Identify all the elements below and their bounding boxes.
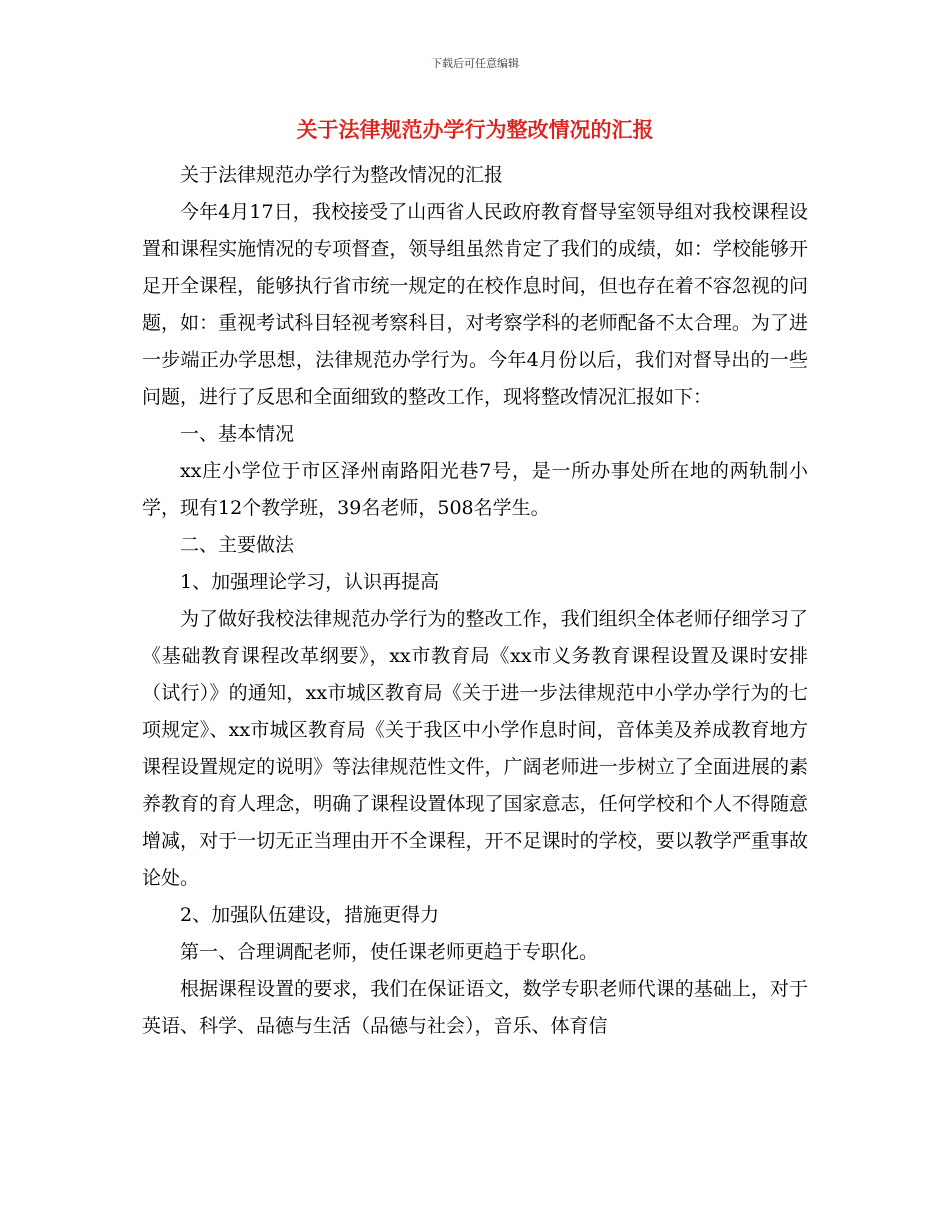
subheading-theory-study: 1、加强理论学习，认识再提高 (180, 571, 440, 593)
document-body (142, 157, 808, 1045)
paragraph-theory-study: 为了做好我校法律规范办学行为的整改工作，我们组织全体老师仔细学习了《基础教育课程改革纲要》，xx市教育局《xx市义务教育课程设置及课时安排（试行）》的通知，xx市城区教育局《关于进一步法律规范中小学办学行为的七项规定》、xx市城区教育局《关于我区中小学作息时间，音体美及养成教育地方课程设置规定的说明》等法律规范性文件，广阔老师进一步树立了全面进展的素养教育的育人理念，明确了课程设置体现了国家意志，任何学校和个人不得随意增减，对于一切无正当理由开不全课程，开不足课时的学校，要以教学严重事故论处。 (142, 608, 808, 889)
paragraph-teacher-allocation-heading: 第一、合理调配老师，使任课老师更趋于专职化。 (180, 941, 599, 963)
paragraph-subtitle: 关于法律规范办学行为整改情况的汇报 (180, 164, 504, 186)
section-heading-basic-situation: 一、基本情况 (180, 423, 295, 445)
paragraph-basic-situation: xx庄小学位于市区泽州南路阳光巷7号，是一所办事处所在地的两轨制小学，现有12个教学班，39名老师，508名学生。 (142, 460, 808, 519)
paragraph-intro: 今年4月17日，我校接受了山西省人民政府教育督导室领导组对我校课程设置和课程实施情况的专项督查，领导组虽然肯定了我们的成绩，如：学校能够开足开全课程，能够执行省市统一规定的在校作息时间，但也存在着不容忽视的问题，如：重视考试科目轻视考察科目，对考察学科的老师配备不太合理。为了进一步端正办学思想，法律规范办学行为。今年4月份以后，我们对督导出的一些问题，进行了反思和全面细致的整改工作，现将整改情况汇报如下： (142, 201, 808, 408)
document-title: 关于法律规范办学行为整改情况的汇报 (296, 117, 654, 142)
header-note: 下载后可任意编辑 (431, 57, 519, 70)
paragraph-curriculum-requirements: 根据课程设置的要求，我们在保证语文，数学专职老师代课的基础上，对于英语、科学、品德与生活（品德与社会），音乐、体育信 (142, 978, 808, 1037)
subheading-team-building: 2、加强队伍建设，措施更得力 (180, 904, 440, 926)
section-heading-main-methods: 二、主要做法 (180, 534, 295, 556)
